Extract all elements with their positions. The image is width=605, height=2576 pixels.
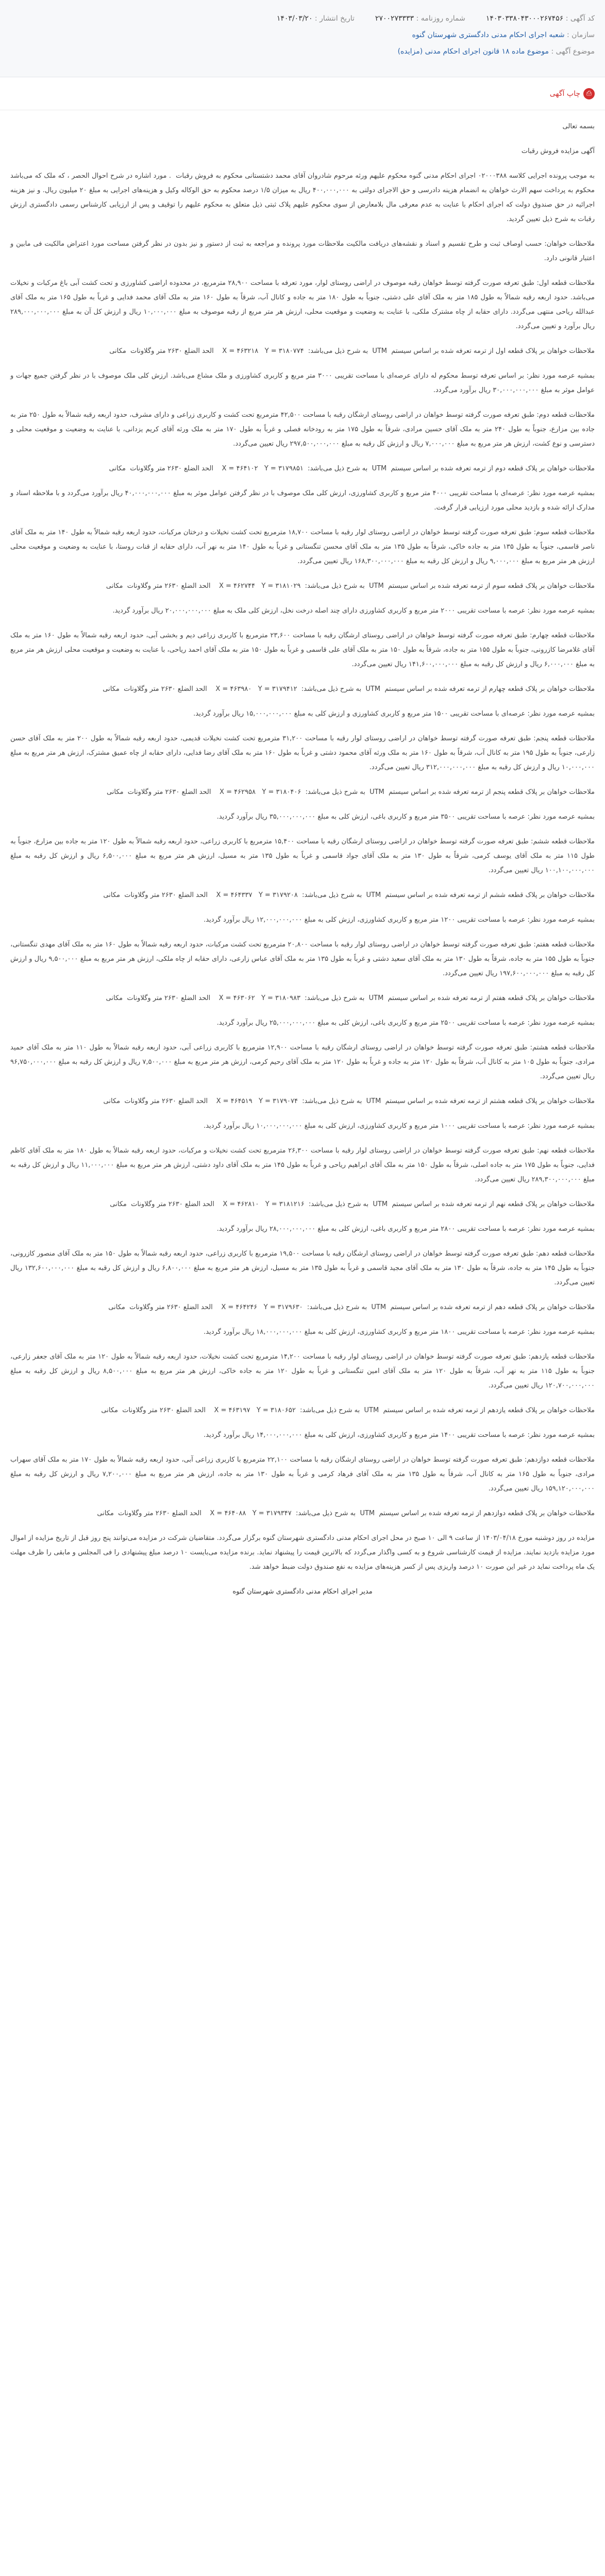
notice-paragraph: آگهی مزایده فروش رقبات: [521, 147, 595, 155]
notice-paragraph: ملاحظات خواهان: حسب اوصاف ثبت و طرح تقسیم و اسناد و نقشه‌های دریافت مالکیت ملاحظات مورد پرونده و مراجعه به ثبت از دستور و نیز بدون در نظر گرفتن مساحت مورد اعتراض مالکیت فی مابین و اعتبار قانونی دارد.: [8, 240, 595, 262]
notice-paragraph: ملاحظات خواهان بر پلاک قطعه اول از ترمه تعرفه شده بر اساس سیستم UTM به شرح ذیل می‌باشد: X = ۴۶۳۲۱۸ Y = ۳۱۸۰۷۷۴ الحد الضلع ۲۶۳۰ متر وگلاونات مکانی: [109, 347, 595, 355]
notice-paragraph: بمشیه عرصه مورد نظر: عرصه با مساحت تقریبی ۱۸۰۰ متر مربع و کاربری کشاورزی، ارزش کلی به مبلغ ۱۸,۰۰۰,۰۰۰,۰۰۰ ریال برآورد گردید.: [204, 1328, 595, 1336]
notice-paragraph: ملاحظات قطعه پنجم: طبق تعرفه صورت گرفته توسط خواهان در اراضی روستای لوار رقبه با مساحت ۳۱,۲۰۰ مترمربع تحت کشت نخیلات قدیمی، حدود اربعه رقبه شمالاً به طول ۲۰۰ متر به ملک آقای حسن زارعی، جنوباً به طول ۱۹۵ متر به کانال آب، شرقاً به طول ۱۶۰ متر به ملک ورثه آقای محمود دشتی و غرباً به طول ۱۶۰ متر به ملک آقای رضا فدایی، دارای حقابه از چاه عمیق مشترک، ارزش هر متر مربع به مبلغ ۱۰,۰۰۰,۰۰۰ ریال و ارزش کل رقبه به مبلغ ۳۱۲,۰۰۰,۰۰۰,۰۰۰ ریال تعیین می‌گردد.: [8, 735, 595, 771]
notice-paragraph: بسمه تعالی: [562, 123, 595, 130]
notice-body: [0, 110, 605, 1599]
subject-link[interactable]: موضوع ماده ۱۸ قانون اجرای احکام مدنی (مزایده): [397, 47, 549, 56]
notice-paragraph: ملاحظات خواهان بر پلاک قطعه یازدهم از ترمه تعرفه شده بر اساس سیستم UTM به شرح ذیل می‌باشد: X = ۴۶۳۱۹۷ Y = ۳۱۸۰۶۵۲ الحد الضلع ۲۶۳۰ متر وگلاونات مکانی: [101, 1406, 595, 1414]
notice-paragraph: ملاحظات خواهان بر پلاک قطعه دوم از ترمه تعرفه شده بر اساس سیستم UTM به شرح ذیل می‌باشد: X = ۴۶۴۱۰۲ Y = ۳۱۷۹۸۵۱ الحد الضلع ۲۶۳۰ متر وگلاونات مکانی: [109, 465, 595, 472]
notice-paragraph: بمشیه عرصه مورد نظر: عرصه با مساحت تقریبی ۱۰۰۰ متر مربع و کاربری کشاورزی، ارزش کلی به مبلغ ۱۰,۰۰۰,۰۰۰,۰۰۰ ریال برآورد گردید.: [204, 1122, 595, 1130]
notice-id-label: کد آگهی :: [565, 14, 595, 23]
subject-label: موضوع آگهی :: [551, 47, 595, 56]
notice-paragraph: ملاحظات قطعه یازدهم: طبق تعرفه صورت گرفته توسط خواهان در اراضی روستای لوار رقبه با مساحت ۱۴,۲۰۰ مترمربع تحت کشت نخیلات، حدود اربعه رقبه شمالاً به طول ۱۲۰ متر به ملک آقای جعفر زارعی، جنوباً به طول ۱۱۵ متر به نهر آب، شرقاً به طول ۱۲۰ متر به ملک آقای امین تنگستانی و غرباً به طول ۱۲۰ متر به جاده خاکی، ارزش هر متر مربع به مبلغ ۸,۵۰۰,۰۰۰ ریال و ارزش کل رقبه به مبلغ ۱۲۰,۷۰۰,۰۰۰,۰۰۰ ریال تعیین می‌گردد.: [8, 1353, 595, 1389]
notice-paragraph: به موجب پرونده اجرایی کلاسه ۰۲۰۰۰۳۸۸ اجرای احکام مدنی گنوه محکوم علیهم ورثه مرحوم شادروان آقای محمد دشتستانی محکوم به فروش رقبات . مورد اشاره در شرح احوال الحصر ، که ملک که می‌باشد محکوم به پرداخت سهم الارث خواهان به انضمام هزینه دادرسی و حق الاجرای دولتی به ۴۰۰,۰۰۰,۰۰۰ ریال به میزان ۱/۵ درصد محکوم به حق الوکاله وکیل و هزینه‌های اجرایی به مبلغ ۲۰ میلیون ریال. و نیز هزینه اجرائیه در حق صندوق دولت که اجرای احکام با عنایت به عدم معرفی مال بلامعارض از سوی محکوم علیهم پلاک ثبتی ذیل متعلق به محکوم علیهم را توقیف و پس از ارزیابی کارشناس رسمی دادگستری ارزش رقبات به شرح ذیل تعیین گردید.: [8, 172, 595, 223]
publish-date-value: ۱۴۰۳/۰۳/۲۰: [276, 14, 313, 23]
notice-paragraph: ملاحظات خواهان بر پلاک قطعه دهم از ترمه تعرفه شده بر اساس سیستم UTM به شرح ذیل می‌باشد: X = ۴۶۴۲۴۶ Y = ۳۱۷۹۶۳۰ الحد الضلع ۲۶۳۰ متر وگلاونات مکانی: [108, 1303, 595, 1311]
notice-paragraph: ملاحظات قطعه نهم: طبق تعرفه صورت گرفته توسط خواهان در اراضی روستای لوار رقبه با مساحت ۲۶,۳۰۰ مترمربع تحت کشت نخیلات و مرکبات، حدود اربعه رقبه شمالاً به طول ۱۸۰ متر به ملک آقای کاظم فدایی، جنوباً به طول ۱۷۵ متر به جاده اصلی، شرقاً به طول ۱۵۰ متر به ملک آقای ابراهیم ریاحی و غرباً به طول ۱۴۵ متر به ملک آقای داود دشتی، ارزش هر متر مربع به مبلغ ۱۱,۰۰۰,۰۰۰ ریال و ارزش کل رقبه به مبلغ ۲۸۹,۳۰۰,۰۰۰,۰۰۰ ریال تعیین می‌گردد.: [8, 1147, 595, 1183]
notice-paragraph: بمشیه عرصه مورد نظر: بر اساس تعرفه توسط محکوم له دارای عرصه‌ای با مساحت تقریبی ۳۰۰۰ متر مربع و کاربری کشاورزی و ملک مشاع می‌باشد. ارزش کلی ملک موصوف با در نظر گرفتن جمیع جهات و عوامل موثر به مبلغ ۳۰,۰۰۰,۰۰۰,۰۰۰ ریال برآورد می‌گردد.: [8, 372, 595, 394]
notice-paragraph: ملاحظات خواهان بر پلاک قطعه پنجم از ترمه تعرفه شده بر اساس سیستم UTM به شرح ذیل می‌باشد: X = ۴۶۲۹۵۸ Y = ۳۱۸۰۴۰۶ الحد الضلع ۲۶۳۰ متر وگلاونات مکانی: [106, 788, 595, 796]
notice-paragraph: بمشیه عرصه مورد نظر: عرصه با مساحت تقریبی ۱۴۰۰ متر مربع و کاربری کشاورزی، ارزش کلی به مبلغ ۱۴,۰۰۰,۰۰۰,۰۰۰ ریال برآورد گردید.: [204, 1431, 595, 1439]
publish-date: [277, 10, 355, 27]
notice-paragraph: ملاحظات قطعه هفتم: طبق تعرفه صورت گرفته توسط خواهان در اراضی روستای لوار رقبه با مساحت ۲۰,۸۰۰ مترمربع تحت کشت مرکبات، حدود اربعه رقبه شمالاً به طول ۱۶۰ متر به ملک آقای مهدی تنگستانی، جنوباً به طول ۱۵۵ متر به جاده، شرقاً به طول ۱۳۰ متر به ملک آقای سعید دشتی و غرباً به طول ۱۳۵ متر به ملک آقای عباس زارعی، دارای حقابه از چاه ملکی، ارزش هر متر مربع به مبلغ ۹,۵۰۰,۰۰۰ ریال و ارزش کل رقبه به مبلغ ۱۹۷,۶۰۰,۰۰۰,۰۰۰ ریال تعیین می‌گردد.: [8, 941, 595, 977]
print-icon: ⎙: [583, 88, 595, 99]
notice-paragraph: ملاحظات قطعه هشتم: طبق تعرفه صورت گرفته توسط خواهان در اراضی روستای ارشگان رقبه با مساحت ۱۲,۹۰۰ مترمربع با کاربری زراعی آبی، حدود اربعه رقبه شمالاً به طول ۱۱۰ متر به ملک آقای حمید مرادی، جنوباً به طول ۱۰۵ متر به کانال آب، شرقاً به طول ۱۲۰ متر به جاده و غرباً به طول ۱۲۰ متر به ملک آقای رحیم کرمی، ارزش هر متر مربع به مبلغ ۷,۵۰۰,۰۰۰ ریال و ارزش کل رقبه به مبلغ ۹۶,۷۵۰,۰۰۰,۰۰۰ ریال تعیین می‌گردد.: [8, 1044, 595, 1080]
notice-paragraph: بمشیه عرصه مورد نظر: عرصه با مساحت تقریبی ۲۵۰۰ متر مربع و کاربری باغی، ارزش کلی به مبلغ ۲۵,۰۰۰,۰۰۰,۰۰۰ ریال برآورد گردید.: [216, 1019, 595, 1027]
notice-paragraph: ملاحظات قطعه دهم: طبق تعرفه صورت گرفته توسط خواهان در اراضی روستای ارشگان رقبه با مساحت ۱۹,۵۰۰ مترمربع با کاربری زراعی، حدود اربعه رقبه شمالاً به طول ۱۵۰ متر به ملک آقای منصور کازرونی، جنوباً به طول ۱۴۵ متر به جاده، شرقاً به طول ۱۳۰ متر به ملک آقای مجید قاسمی و غرباً به طول ۱۳۵ متر به مسیل، ارزش هر متر مربع به مبلغ ۶,۸۰۰,۰۰۰ ریال و ارزش کل رقبه به مبلغ ۱۳۲,۶۰۰,۰۰۰,۰۰۰ ریال تعیین می‌گردد.: [8, 1250, 595, 1286]
notice-paragraph: ملاحظات خواهان بر پلاک قطعه دوازدهم از ترمه تعرفه شده بر اساس سیستم UTM به شرح ذیل می‌باشد: X = ۴۶۴۰۸۸ Y = ۳۱۷۹۳۴۷ الحد الضلع ۲۶۳۰ متر وگلاونات مکانی: [97, 1510, 595, 1517]
print-notice-label: چاپ آگهی: [549, 89, 580, 98]
subject: [398, 43, 595, 60]
notice-id: [486, 10, 595, 27]
notice-paragraph: ملاحظات قطعه دوازدهم: طبق تعرفه صورت گرفته توسط خواهان در اراضی روستای ارشگان رقبه با مساحت ۲۲,۱۰۰ مترمربع با کاربری زراعی آبی، حدود اربعه رقبه شمالاً به طول ۱۷۰ متر به ملک آقای سهراب مرادی، جنوباً به طول ۱۶۵ متر به کانال آب، شرقاً به طول ۱۳۵ متر به ملک آقای فرهاد کرمی و غرباً به طول ۱۳۰ متر به جاده، ارزش هر متر مربع به مبلغ ۷,۲۰۰,۰۰۰ ریال و ارزش کل رقبه به مبلغ ۱۵۹,۱۲۰,۰۰۰,۰۰۰ ریال تعیین می‌گردد.: [8, 1456, 595, 1493]
notice-paragraph: ملاحظات خواهان بر پلاک قطعه چهارم از ترمه تعرفه شده بر اساس سیستم UTM به شرح ذیل می‌باشد: X = ۴۶۳۹۸۰ Y = ۳۱۷۹۴۱۲ الحد الضلع ۲۶۳۰ متر وگلاونات مکانی: [103, 685, 595, 693]
notice-paragraph: ملاحظات خواهان بر پلاک قطعه سوم از ترمه تعرفه شده بر اساس سیستم UTM به شرح ذیل می‌باشد: X = ۴۶۲۷۴۴ Y = ۳۱۸۱۰۲۹ الحد الضلع ۲۶۳۰ متر وگلاونات مکانی: [106, 582, 595, 590]
notice-paragraph: ملاحظات خواهان بر پلاک قطعه نهم از ترمه تعرفه شده بر اساس سیستم UTM به شرح ذیل می‌باشد: X = ۴۶۲۸۱۰ Y = ۳۱۸۱۲۱۶ الحد الضلع ۲۶۳۰ متر وگلاونات مکانی: [110, 1200, 595, 1208]
organization: [412, 27, 595, 43]
notice-paragraph: ملاحظات خواهان بر پلاک قطعه هفتم از ترمه تعرفه شده بر اساس سیستم UTM به شرح ذیل می‌باشد: X = ۴۶۳۰۶۲ Y = ۳۱۸۰۹۸۳ الحد الضلع ۲۶۳۰ متر وگلاونات مکانی: [106, 994, 595, 1002]
notice-paragraph: بمشیه عرصه مورد نظر: عرصه‌ای با مساحت تقریبی ۴۰۰۰ متر مربع و کاربری کشاورزی، ارزش کلی ملک موصوف با در نظر گرفتن عوامل موثر به مبلغ ۴۰,۰۰۰,۰۰۰,۰۰۰ ریال برآورد می‌گردد و با ملاحظه اسناد و مدارک ارائه شده و بازدید محلی مورد ارزیابی قرار گرفت.: [8, 489, 595, 512]
notice-paragraph: مزایده در روز دوشنبه مورخ ۱۴۰۳/۰۴/۱۸ از ساعت ۹ الی ۱۰ صبح در محل اجرای احکام مدنی دادگستری شهرستان گنوه برگزار می‌گردد. متقاضیان شرکت در مزایده می‌توانند پنج روز قبل از تاریخ مزایده از اموال مورد مزایده بازدید نمایند. مزایده از قیمت کارشناسی شروع و به کسی واگذار می‌گردد که بالاترین قیمت را پیشنهاد نماید. برنده مزایده می‌بایست ۱۰ درصد مبلغ پیشنهادی را فی المجلس و مابقی را ظرف مهلت یک ماه پرداخت نماید در غیر این صورت ۱۰ درصد واریزی پس از کسر هزینه‌های مزایده به نفع صندوق دولت ضبط خواهد شد.: [8, 1534, 595, 1571]
notice-paragraph: بمشیه عرصه مورد نظر: عرصه با مساحت تقریبی ۲۰۰۰ متر مربع و کاربری کشاورزی دارای چند اصله درخت نخل، ارزش کلی ملک به مبلغ ۲۰,۰۰۰,۰۰۰,۰۰۰ ریال برآورد گردید.: [112, 607, 595, 615]
notice-paragraph: ملاحظات قطعه سوم: طبق تعرفه صورت گرفته توسط خواهان در اراضی روستای لوار رقبه با مساحت ۱۸,۷۰۰ مترمربع تحت کشت نخیلات و درختان مرکبات، حدود اربعه رقبه شمالاً به طول ۱۴۰ متر به ملک آقای ناصر قاسمی، جنوباً به طول ۱۳۵ متر به جاده خاکی، شرقاً به طول ۱۳۵ متر به ملک آقای محسن تنگستانی و غرباً به طول ۱۴۰ متر به نهر آب، دارای حقابه از قنات روستا، با عنایت به وضعیت و موقعیت محلی ارزش هر متر مربع به مبلغ ۹,۰۰۰,۰۰۰ ریال و ارزش کل رقبه به مبلغ ۱۶۸,۳۰۰,۰۰۰,۰۰۰ ریال تعیین می‌گردد.: [8, 529, 595, 565]
notice-id-value: ۱۴۰۳۰۳۳۸۰۴۳۰۰۰۲۶۷۴۵۶: [485, 14, 564, 23]
notice-paragraph: ملاحظات قطعه اول: طبق تعرفه صورت گرفته توسط خواهان رقبه موصوف در اراضی روستای لوار، مورد تعرفه با مساحت ۲۸,۹۰۰ مترمربع، در محدوده اراضی کشاورزی و تحت کشت آبی باغ مرکبات و نخیلات می‌باشد. حدود اربعه رقبه شمالاً به طول ۱۸۵ متر به ملک آقای علی دشتی، جنوباً به طول ۱۸۰ متر به جاده و کانال آب، شرقاً به طول ۱۶۰ متر به ملک آقای محمد فدایی و غرباً به طول ۱۶۵ متر به ملک آقای عبدالله ریاحی منتهی می‌گردد. دارای حقابه از چاه مشترک ملکی، با عنایت به وضعیت و موقعیت محلی، ارزش هر متر مربع از رقبه موصوف به مبلغ ۱۰,۰۰۰,۰۰۰ ریال و ارزش کل آن به مبلغ ۲۸۹,۰۰۰,۰۰۰,۰۰۰ ریال برآورد و تعیین می‌گردد.: [8, 279, 595, 330]
newspaper-no-value: ۲۷۰۰۲۷۳۳۳۳: [375, 14, 414, 23]
notice-paragraph: بمشیه عرصه مورد نظر: عرصه با مساحت تقریبی ۳۵۰۰ متر مربع و کاربری باغی، ارزش کلی به مبلغ ۳۵,۰۰۰,۰۰۰,۰۰۰ ریال برآورد گردید.: [216, 813, 595, 821]
notice-signature: مدیر اجرای احکام مدنی دادگستری شهرستان گنوه: [232, 1588, 373, 1596]
notice-paragraph: ملاحظات خواهان بر پلاک قطعه هشتم از ترمه تعرفه شده بر اساس سیستم UTM به شرح ذیل می‌باشد: X = ۴۶۴۵۱۹ Y = ۳۱۷۹۰۷۴ الحد الضلع ۲۶۳۰ متر وگلاونات مکانی: [103, 1097, 595, 1105]
notice-paragraph: بمشیه عرصه مورد نظر: عرصه با مساحت تقریبی ۲۸۰۰ متر مربع و کاربری باغی، ارزش کلی به مبلغ ۲۸,۰۰۰,۰۰۰,۰۰۰ ریال برآورد گردید.: [216, 1225, 595, 1233]
notice-paragraph: بمشیه عرصه مورد نظر: عرصه‌ای با مساحت تقریبی ۱۵۰۰ متر مربع و کاربری کشاورزی و ارزش کلی به مبلغ ۱۵,۰۰۰,۰۰۰,۰۰۰ ریال برآورد گردید.: [193, 710, 595, 718]
publish-date-label: تاریخ انتشار :: [314, 14, 355, 23]
notice-paragraph: بمشیه عرصه مورد نظر: عرصه با مساحت تقریبی ۱۲۰۰ متر مربع و کاربری کشاورزی، ارزش کلی به مبلغ ۱۲,۰۰۰,۰۰۰,۰۰۰ ریال برآورد گردید.: [204, 916, 595, 924]
notice-header: [0, 0, 605, 77]
notice-paragraph: ملاحظات قطعه چهارم: طبق تعرفه صورت گرفته توسط خواهان در اراضی روستای ارشگان رقبه با مساحت ۲۳,۶۰۰ مترمربع با کاربری زراعی دیم و بخشی آبی، حدود اربعه رقبه شمالاً به طول ۱۶۰ متر به ملک آقای غلامرضا کازرونی، جنوباً به طول ۱۵۵ متر به جاده، شرقاً به طول ۱۵۰ متر به ملک آقای علی قاسمی و غرباً به طول ۱۵۰ متر به ملک آقای احمد ریاحی، با عنایت به وضعیت و موقعیت محلی ارزش هر متر مربع به مبلغ ۶,۰۰۰,۰۰۰ ریال و ارزش کل رقبه به مبلغ ۱۴۱,۶۰۰,۰۰۰,۰۰۰ ریال تعیین می‌گردد.: [8, 632, 595, 668]
notice-paragraph: ملاحظات قطعه ششم: طبق تعرفه صورت گرفته توسط خواهان در اراضی روستای ارشگان رقبه با مساحت ۱۵,۴۰۰ مترمربع با کاربری زراعی، حدود اربعه رقبه شمالاً به طول ۱۲۰ متر به جاده بین مزارع، جنوباً به طول ۱۱۵ متر به ملک آقای یوسف کرمی، شرقاً به طول ۱۳۰ متر به ملک آقای جواد قاسمی و غرباً به طول ۱۳۵ متر به مسیل، ارزش هر متر مربع به مبلغ ۶,۵۰۰,۰۰۰ ریال و ارزش کل رقبه به مبلغ ۱۰۰,۱۰۰,۰۰۰,۰۰۰ ریال تعیین می‌گردد.: [8, 838, 595, 874]
organization-label: سازمان :: [567, 31, 595, 39]
notice-paragraph: ملاحظات قطعه دوم: طبق تعرفه صورت گرفته توسط خواهان در اراضی روستای ارشگان رقبه با مساحت ۴۲,۵۰۰ مترمربع تحت کشت و کاربری زراعی و دارای مشرف، حدود اربعه رقبه شمالاً به طول ۲۵۰ متر به جاده بین مزارع، جنوباً به طول ۲۴۰ متر به ملک آقای حسین مرادی، شرقاً به طول ۱۷۵ متر به رودخانه فصلی و غرباً به طول ۱۷۰ متر به ملک ورثه آقای کریم یزدانی، با عنایت به وضعیت و موقعیت محلی و دسترسی و نوع کشت، ارزش هر متر مربع به مبلغ ۷,۰۰۰,۰۰۰ ریال و ارزش کل رقبه به مبلغ ۲۹۷,۵۰۰,۰۰۰,۰۰۰ ریال تعیین می‌گردد.: [8, 411, 595, 448]
organization-link[interactable]: شعبه اجرای احکام مدنی دادگستری شهرستان گنوه: [412, 31, 565, 39]
newspaper-no-label: شماره روزنامه :: [416, 14, 465, 23]
toolbar: [0, 77, 605, 110]
newspaper-no: [375, 10, 465, 27]
notice-paragraph: ملاحظات خواهان بر پلاک قطعه ششم از ترمه تعرفه شده بر اساس سیستم UTM به شرح ذیل می‌باشد: X = ۴۶۴۳۳۷ Y = ۳۱۷۹۲۰۸ الحد الضلع ۲۶۳۰ متر وگلاونات مکانی: [103, 891, 595, 899]
print-notice-button[interactable]: [550, 88, 595, 99]
